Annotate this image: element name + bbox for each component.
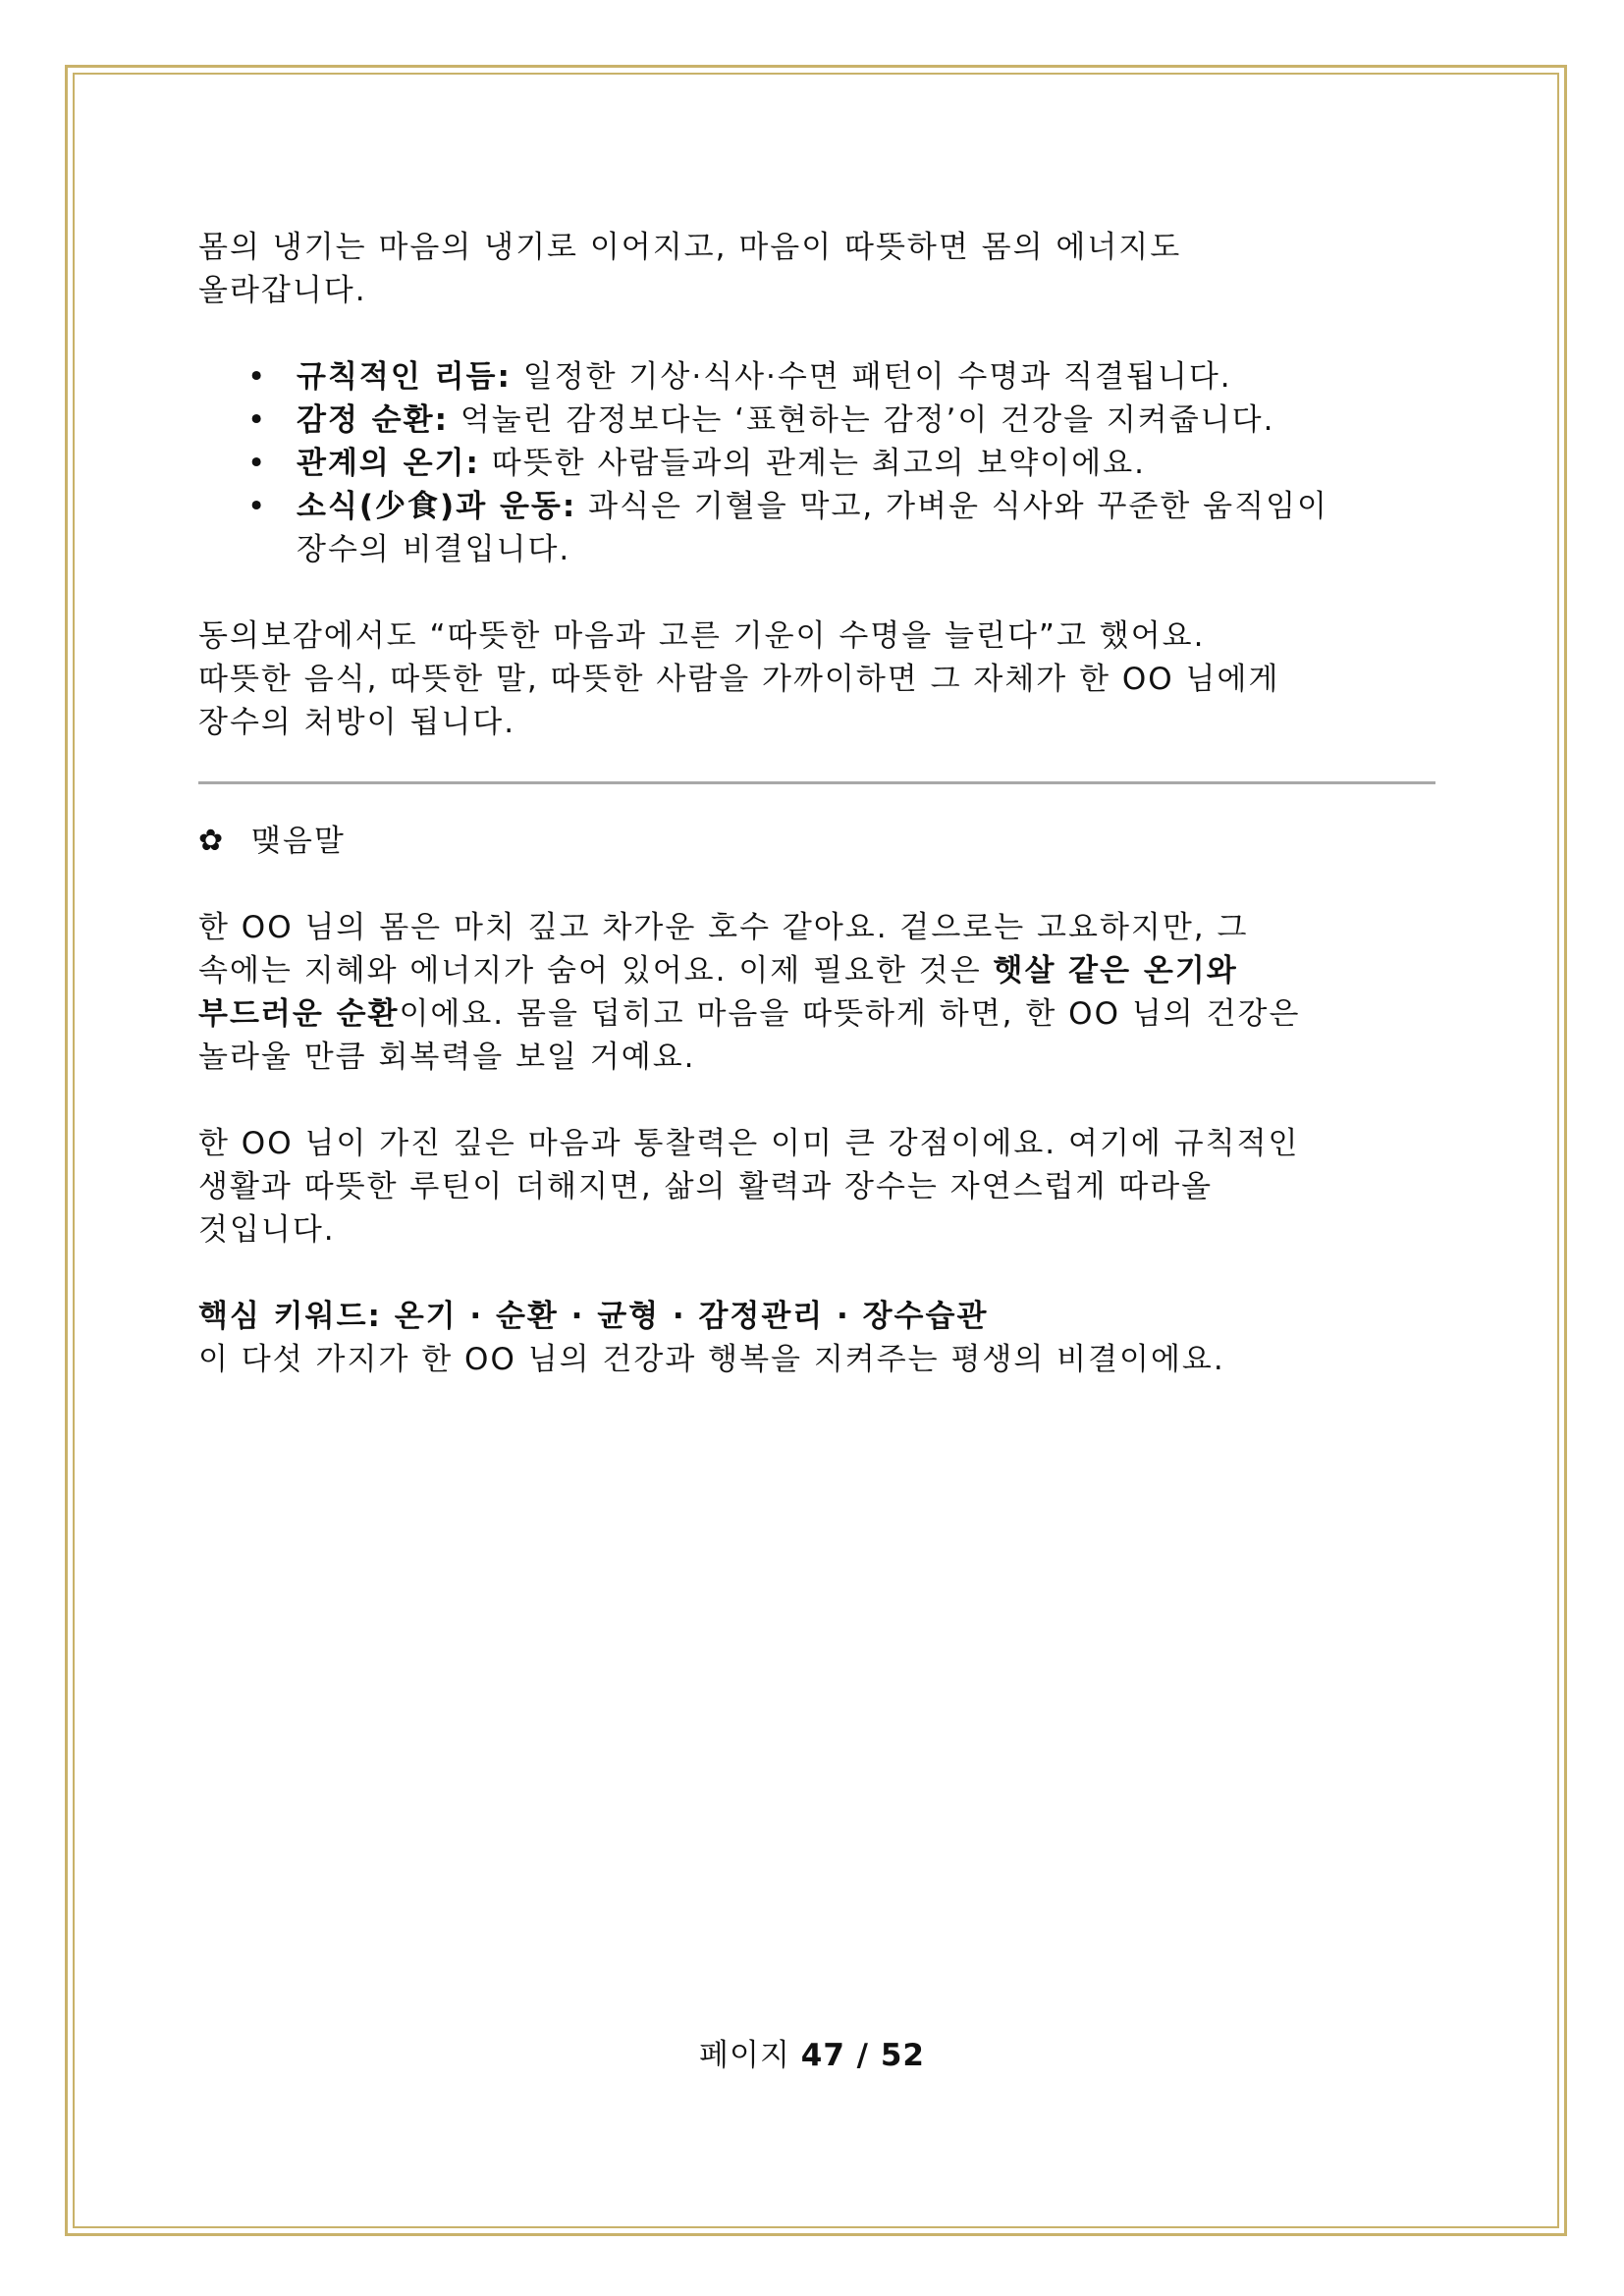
- paragraph-line: 놀라울 만큼 회복력을 보일 거예요.: [198, 1040, 696, 1075]
- intro-line: 올라갑니다.: [198, 273, 367, 308]
- text-span: 속에는 지혜와 에너지가 숨어 있어요. 이제 필요한 것은: [198, 953, 994, 988]
- bullet-heading: 감정 순환:: [297, 402, 449, 438]
- keywords-description: 이 다섯 가지가 한 OO 님의 건강과 행복을 지켜주는 평생의 비결이에요.: [198, 1342, 1225, 1377]
- text-span: 이에요. 몸을 덥히고 마음을 따뜻하게 하면, 한 OO 님의 건강은: [399, 996, 1301, 1032]
- intro-line: 몸의 냉기는 마음의 냉기로 이어지고, 마음이 따뜻하면 몸의 에너지도: [198, 230, 1182, 265]
- bullet-heading: 소식(少食)과 운동:: [297, 489, 577, 524]
- bullet-text: 억눌린 감정보다는 ‘표현하는 감정’이 건강을 지켜줍니다.: [448, 402, 1275, 438]
- emphasis-text: 부드러운 순환: [198, 996, 400, 1032]
- list-item: [198, 355, 1435, 399]
- paragraph-line: [198, 992, 1435, 1036]
- bullet-text-continued: 장수의 비결입니다.: [297, 532, 571, 567]
- bullet-marker: •: [247, 359, 268, 395]
- closing-paragraph-1: [198, 906, 1435, 1079]
- page-content: [198, 226, 1435, 1381]
- keywords-label-text: 핵심 키워드: 온기 · 순환 · 균형 · 감정관리 · 장수습관: [198, 1299, 989, 1334]
- flower-icon: ✿: [198, 824, 226, 858]
- paragraph-line: [198, 949, 1435, 992]
- list-item: [198, 442, 1435, 485]
- longevity-bullet-list: [198, 355, 1435, 571]
- bullet-heading: 규칙적인 리듬:: [297, 359, 512, 395]
- paragraph-line: 동의보감에서도 “따뜻한 마음과 고른 기운이 수명을 늘린다”고 했어요.: [198, 618, 1206, 654]
- paragraph-line: 생활과 따뜻한 루틴이 더해지면, 삶의 활력과 장수는 자연스럽게 따라올: [198, 1169, 1214, 1204]
- closing-heading: [198, 820, 1435, 863]
- section-divider: [198, 781, 1435, 784]
- bullet-marker: •: [247, 489, 268, 524]
- paragraph-line: 것입니다.: [198, 1212, 336, 1248]
- page-number-prefix: 페이지: [699, 2038, 801, 2073]
- page-number-total: 52: [880, 2038, 925, 2073]
- list-item: [198, 485, 1435, 571]
- paragraph-line: 따뜻한 음식, 따뜻한 말, 따뜻한 사람을 가까이하면 그 자체가 한 OO 님에게: [198, 662, 1280, 697]
- keywords-label: [198, 1295, 1435, 1338]
- emphasis-text: 햇살 같은 온기와: [993, 953, 1238, 988]
- closing-title: 맺음말: [251, 824, 346, 859]
- bullet-text: 일정한 기상·식사·수면 패턴이 수명과 직결됩니다.: [511, 359, 1232, 395]
- page-number-separator: /: [844, 2038, 881, 2073]
- page-number-current: 47: [800, 2038, 845, 2073]
- closing-paragraph-2: [198, 1122, 1435, 1252]
- paragraph-line: 한 OO 님이 가진 깊은 마음과 통찰력은 이미 큰 강점이에요. 여기에 규칙적인: [198, 1126, 1300, 1161]
- intro-paragraph: [198, 226, 1435, 312]
- keywords-block: [198, 1295, 1435, 1381]
- list-item: [198, 399, 1435, 442]
- bullet-marker: •: [247, 402, 268, 438]
- bullet-marker: •: [247, 446, 268, 481]
- paragraph-line: 한 OO 님의 몸은 마치 깊고 차가운 호수 같아요. 겉으로는 고요하지만, 그: [198, 910, 1249, 945]
- bullet-text: 과식은 기혈을 막고, 가벼운 식사와 꾸준한 움직임이: [576, 489, 1328, 524]
- paragraph-line: 장수의 처방이 됩니다.: [198, 705, 516, 740]
- bullet-text: 따뜻한 사람들과의 관계는 최고의 보약이에요.: [479, 446, 1147, 481]
- donguibogam-paragraph: [198, 614, 1435, 744]
- page-number: [0, 2030, 1624, 2074]
- bullet-heading: 관계의 온기:: [297, 446, 480, 481]
